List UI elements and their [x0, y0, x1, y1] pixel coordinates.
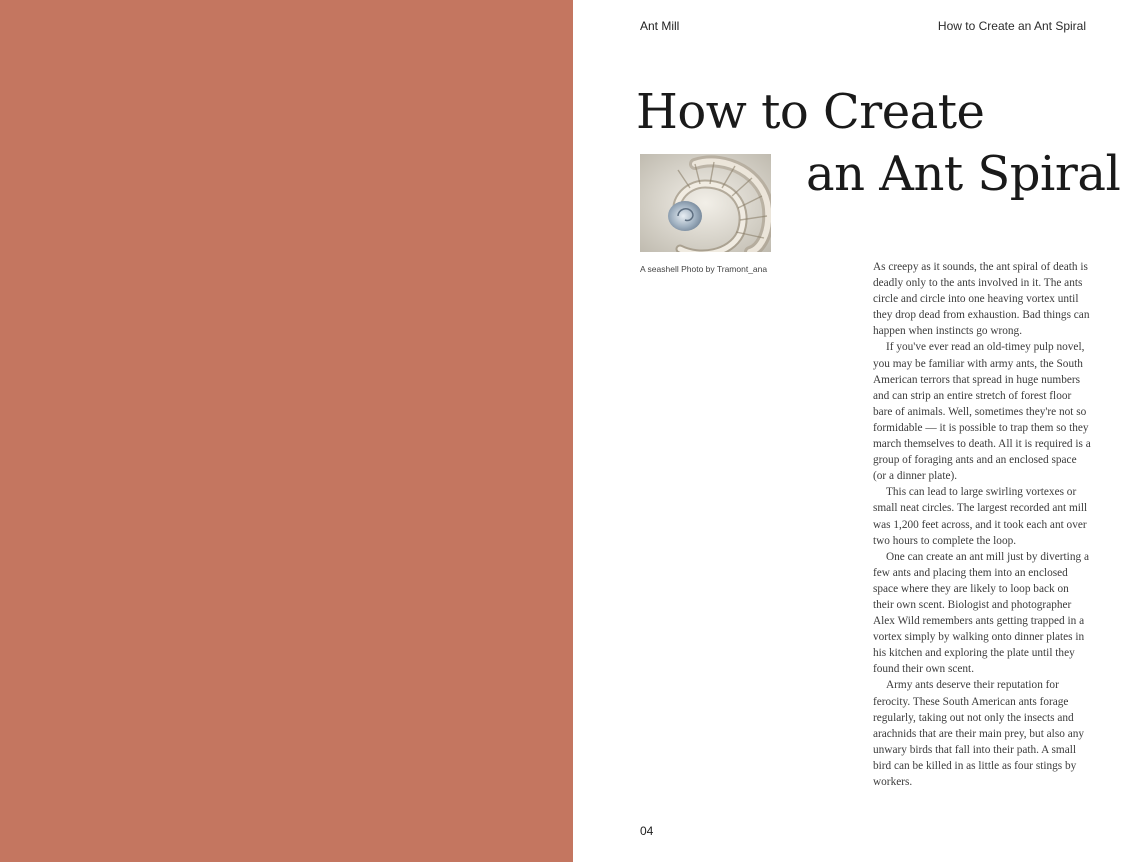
page-number: 04 — [640, 824, 654, 838]
article-title-line-1: How to Create — [636, 84, 985, 140]
body-paragraph: One can create an ant mill just by diverting a few ants and placing them into an enclosed space where they are likely to loop back on their own scent. Biologist and photographer Alex Wild remembers ants getting trapped in a vortex simply by walking onto dinner plates in his kitchen and exploring the plate until they found their own scent. — [873, 550, 1089, 676]
running-head-title: How to Create an Ant Spiral — [937, 19, 1086, 33]
image-caption: A seashell Photo by Tramont_ana — [640, 264, 768, 274]
body-paragraph: Army ants deserve their reputation for ferocity. These South American ants forage regularly, taking out not only the insects and arachnids that are their main prey, but also any unwary birds that fall into their path. A small bird can be killed in as little as four stings by workers. — [873, 679, 1085, 788]
nautilus-shell-image — [640, 154, 771, 252]
article-title-line-2: an Ant Spiral — [806, 146, 1121, 202]
body-paragraph: This can lead to large swirling vortexes or small neat circles. The largest recorded ant mill was 1,200 feet across, and it took each ant over two hours to complete the loop. — [873, 486, 1088, 547]
running-head-section: Ant Mill — [640, 19, 680, 33]
magazine-page — [573, 0, 1139, 862]
article-body — [873, 259, 1091, 790]
body-paragraph: If you've ever read an old-timey pulp novel, you may be familiar with army ants, the South American terrors that spread in huge numbers and can strip an entire stretch of forest floor bare of animals. Well, sometimes they're not so formidable — it is possible to trap them so they march themselves to death. All it is required is a group of foraging ants and an enclosed space (or a dinner plate). — [873, 341, 1091, 483]
body-paragraph: As creepy as it sounds, the ant spiral of death is deadly only to the ants involved in it. The ants circle and circle into one heaving vortex until they drop dead from exhaustion. Bad things can happen when instincts go wrong. — [873, 261, 1090, 338]
